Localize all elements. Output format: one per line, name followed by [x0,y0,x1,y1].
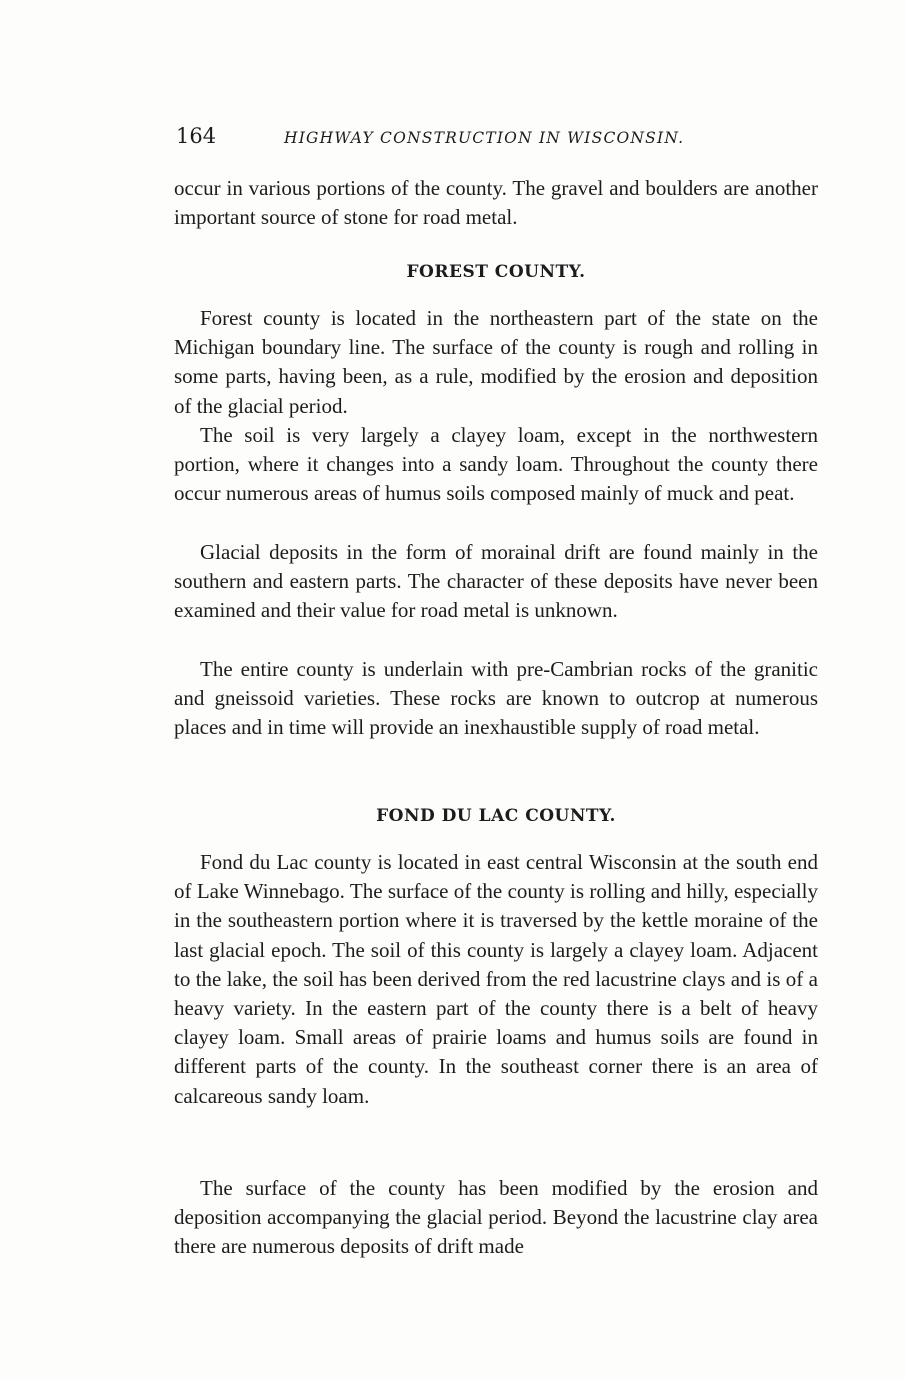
running-title: HIGHWAY CONSTRUCTION IN WISCONSIN. [284,129,685,147]
page-header [176,124,816,152]
forest-paragraph-4: The entire county is underlain with pre-Cambrian rocks of the granitic and gneissoid varieties. These rocks are known to outcrop at numerous places and in time will provide an inexhaustible supply of road metal. [174,657,818,740]
forest-paragraph-2: The soil is very largely a clayey loam, except in the northwestern portion, where it changes into a sandy loam. Throughout the county there occur numerous areas of humus soils composed mainly of muck and peat. [174,423,818,506]
fond-du-lac-paragraph-2: The surface of the county has been modified by the erosion and deposition accompanying the glacial period. Beyond the lacustrine clay area there are numerous deposits of drift made [174,1176,818,1259]
forest-paragraph-3: Glacial deposits in the form of morainal drift are found mainly in the southern and eastern parts. The character of these deposits have never been examined and their value for road metal is unknown. [174,540,818,623]
forest-paragraph-1: Forest county is located in the northeastern part of the state on the Michigan boundary line. The surface of the county is rough and rolling in some parts, having been, as a rule, modified by the erosion and deposition of the glacial period. [174,306,818,418]
section-heading-forest-county: FOREST COUNTY. [406,262,586,282]
fond-du-lac-paragraph-1: Fond du Lac county is located in east central Wisconsin at the south end of Lake Winnebago. The surface of the county is rolling and hilly, especially in the southeastern portion where it is traversed by the kettle moraine of the last glacial epoch. The soil of this county is largely a clayey loam. Adjacent to the lake, the soil has been derived from the red lacustrine clays and is of a heavy variety. In the eastern part of the county there is a belt of heavy clayey loam. Small areas of prairie loams and humus soils are found in different parts of the county. In the southeast corner there is an area of calcareous sandy loam. [174,850,818,1108]
section-heading-fond-du-lac-county: FOND DU LAC COUNTY. [376,806,616,826]
continuation-paragraph: occur in various portions of the county. The gravel and boulders are another important source of stone for road metal. [174,176,818,230]
page-number: 164 [176,124,217,148]
